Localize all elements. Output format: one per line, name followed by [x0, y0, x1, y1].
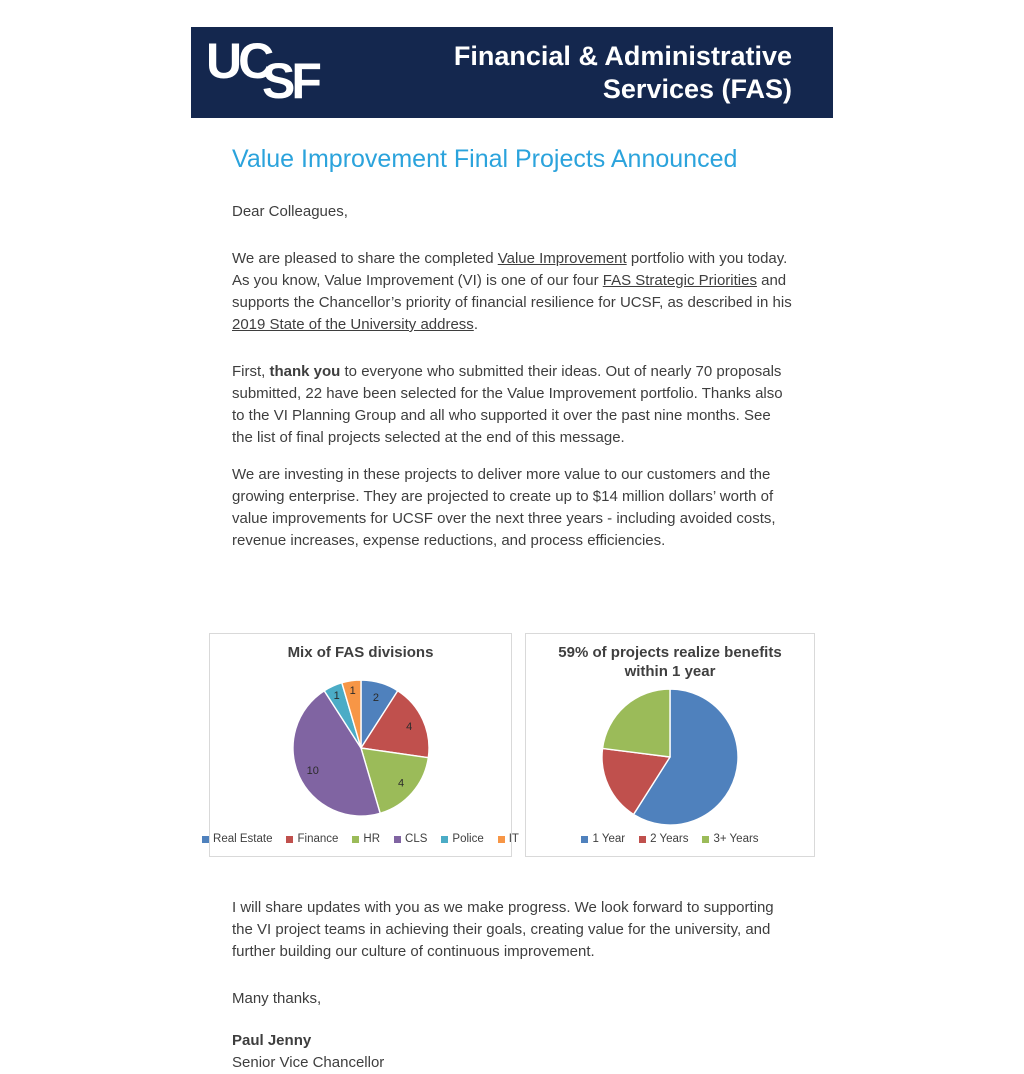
- link-state-of-university-address[interactable]: 2019 State of the University address: [232, 316, 474, 333]
- legend-swatch: [202, 836, 209, 843]
- legend-item-real-estate: [202, 833, 272, 845]
- legend-swatch: [581, 836, 588, 843]
- legend-swatch: [639, 836, 646, 843]
- chart-legend-fas-divisions: [210, 833, 519, 845]
- legend-label: CLS: [405, 833, 428, 845]
- link-value-improvement[interactable]: Value Improvement: [497, 250, 627, 267]
- pie-svg: [286, 673, 436, 823]
- ucsf-logo-sf: SF: [262, 52, 318, 109]
- paragraph-thank-you-pre: First,: [232, 363, 270, 380]
- email-footer-content: [191, 897, 833, 1074]
- paragraph-intro-seg3: and supports the Chancellor’s priority of financial resilience for UCSF, as described in his: [232, 272, 792, 311]
- legend-swatch: [441, 836, 448, 843]
- legend-item-hr: [352, 833, 380, 845]
- legend-item-it: [498, 833, 519, 845]
- ucsf-logo: [206, 34, 334, 112]
- legend-label: Real Estate: [213, 833, 273, 845]
- legend-item-3-years: [702, 833, 758, 845]
- legend-swatch: [498, 836, 505, 843]
- legend-label: 3+ Years: [713, 833, 759, 845]
- legend-label: Finance: [297, 833, 339, 845]
- pie-chart-fas-divisions: [210, 662, 511, 833]
- email-body: [191, 27, 833, 1074]
- legend-item-police: [441, 833, 483, 845]
- legend-label: IT: [508, 833, 519, 845]
- banner-title: [454, 40, 792, 106]
- chart-panel-benefit-timing: [525, 633, 815, 857]
- pie-value-label: 4: [405, 720, 412, 733]
- paragraph-closing: I will share updates with you as we make progress. We look forward to supporting the VI project teams in achieving their goals, creating value for the university, and further building our culture of continuous improvement.: [232, 899, 774, 960]
- paragraph-intro-seg1: We are pleased to share the completed: [232, 250, 498, 267]
- paragraph-thank-you-post: to everyone who submitted their ideas. Out of nearly 70 proposals submitted, 22 have been selected for the Value Improvement portfolio. Thanks also to the VI Planning Group and all who supported it over the past nine months. See the list of final projects selected at the end of this message.: [232, 363, 783, 446]
- paragraph-intro-seg2: portfolio with you today. As you know, Value Improvement (VI) is one of our four: [232, 250, 788, 289]
- legend-label: 2 Years: [650, 833, 689, 845]
- legend-label: 1 Year: [592, 833, 626, 845]
- paragraph-thank-you: [232, 361, 792, 449]
- pie-slice-3-years: [603, 689, 670, 757]
- page-title: Value Improvement Final Projects Announced: [232, 145, 738, 173]
- banner-title-line2: Services (FAS): [602, 73, 792, 104]
- paragraph-intro-seg4: .: [473, 316, 478, 333]
- signature-role: Senior Vice Chancellor: [232, 1054, 385, 1071]
- header-banner: [191, 27, 833, 118]
- ucsf-logo-uc: UC: [206, 32, 271, 89]
- chart-title-fas-divisions: Mix of FAS divisions: [287, 644, 434, 661]
- pie-chart-benefit-timing: [526, 681, 814, 833]
- legend-label: Police: [452, 833, 484, 845]
- pie-value-label: 2: [372, 691, 379, 704]
- pie-value-label: 1: [333, 689, 340, 702]
- pie-value-label: 10: [306, 764, 319, 777]
- pie-value-label: 4: [397, 777, 404, 790]
- pie-svg: [595, 682, 745, 832]
- legend-item-finance: [286, 833, 338, 845]
- greeting: Dear Colleagues,: [232, 203, 348, 220]
- link-fas-strategic-priorities[interactable]: FAS Strategic Priorities: [602, 272, 757, 289]
- banner-title-line1: Financial & Administrative: [453, 40, 792, 71]
- paragraph-investing: We are investing in these projects to deliver more value to our customers and the growing enterprise. They are projected to create up to $14 million dollars’ worth of value improvements for UCSF over the next three years - including avoided costs, revenue increases, expense reductions, and process efficiencies.: [232, 466, 776, 549]
- legend-label: HR: [363, 833, 381, 845]
- thank-you-emphasis: thank you: [269, 363, 341, 380]
- legend-swatch: [352, 836, 359, 843]
- chart-panel-fas-divisions: [209, 633, 519, 857]
- legend-swatch: [286, 836, 293, 843]
- legend-swatch: [702, 836, 709, 843]
- legend-item-1-year: [581, 833, 625, 845]
- chart-legend-benefit-timing: [526, 833, 814, 845]
- legend-item-cls: [394, 833, 427, 845]
- chart-title-benefit-timing: 59% of projects realize benefits within 1 year: [558, 644, 782, 680]
- paragraph-intro: [232, 248, 792, 336]
- closing-thanks: Many thanks,: [232, 990, 322, 1007]
- charts-row: [191, 633, 833, 857]
- pie-value-label: 1: [349, 684, 356, 697]
- legend-swatch: [394, 836, 401, 843]
- legend-item-2-years: [639, 833, 688, 845]
- email-content: [191, 145, 833, 552]
- signature-name: Paul Jenny: [232, 1032, 312, 1049]
